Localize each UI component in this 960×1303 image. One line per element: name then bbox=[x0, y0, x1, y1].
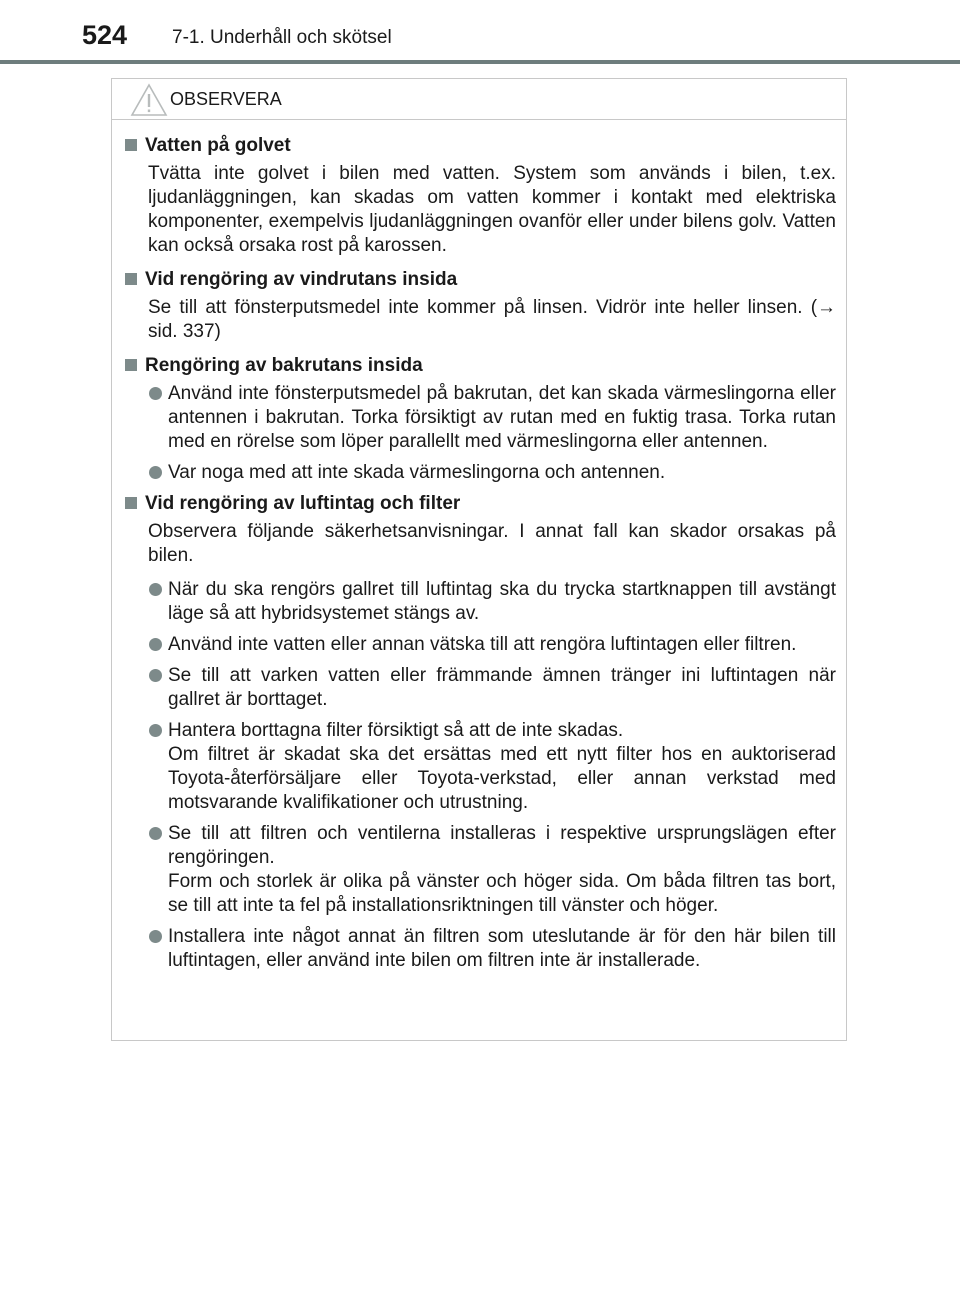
caution-header bbox=[112, 79, 846, 120]
list-item-text: Använd inte fönsterputsmedel på bakrutan, det kan skada värmeslingorna eller antennen i bakrutan. Torka försiktigt av rutan med en fuktig trasa. Torka rutan med en rörelse som löper parallellt med värmeslingorna eller antennen. bbox=[168, 383, 836, 452]
list-item-text: Var noga med att inte skada värmeslingorna och antennen. bbox=[168, 462, 666, 483]
caution-label: OBSERVERA bbox=[170, 89, 282, 109]
paragraph-text: Se till att fönsterputsmedel inte kommer på linsen. Vidrör inte heller linsen. bbox=[148, 297, 803, 318]
list-item bbox=[123, 382, 836, 454]
list-item-text: Använd inte vatten eller annan vätska till att rengöra luftintagen eller filtren. bbox=[168, 634, 797, 655]
list-item bbox=[123, 822, 836, 918]
section-heading bbox=[123, 354, 836, 378]
round-bullet-icon bbox=[149, 669, 162, 682]
list-item bbox=[123, 664, 836, 712]
warning-triangle-icon bbox=[130, 83, 168, 117]
round-bullet-icon bbox=[149, 638, 162, 651]
square-bullet-icon bbox=[125, 359, 137, 371]
section-title: 7-1. Underhåll och skötsel bbox=[172, 27, 392, 48]
paragraph-text: Tvätta inte golvet i bilen med vatten. bbox=[148, 163, 500, 184]
round-bullet-icon bbox=[149, 387, 162, 400]
paragraph-text: Observera följande säkerhetsanvisningar. I annat fall kan skador orsakas på bilen. bbox=[148, 521, 836, 566]
list-item bbox=[123, 578, 836, 626]
list-item bbox=[123, 925, 836, 973]
list-item-note: Om filtret är skadat ska det ersättas med ett nytt filter hos en auktoriserad Toyota-återförsäljare eller Toyota-verkstad, eller annan verkstad med motsvarande kvalifikationer och utrustning. bbox=[168, 744, 836, 813]
caution-box bbox=[111, 78, 847, 1041]
paragraph bbox=[123, 162, 836, 258]
paragraph bbox=[123, 296, 836, 344]
caution-body bbox=[112, 120, 846, 973]
square-bullet-icon bbox=[125, 273, 137, 285]
header-rule bbox=[0, 60, 960, 64]
page-reference: (→ sid. 337) bbox=[148, 297, 837, 342]
section-heading-text: Vid rengöring av vindrutans insida bbox=[145, 269, 458, 290]
list-item-text: Installera inte något annat än filtren som uteslutande är för den här bilen till luftintagen, eller använd inte bilen om filtren inte är installerade. bbox=[168, 926, 836, 971]
page-number: 524 bbox=[82, 20, 128, 50]
section-heading bbox=[123, 492, 836, 516]
list-item bbox=[123, 633, 836, 657]
section-heading-text: Vatten på golvet bbox=[145, 135, 291, 156]
section-heading-text: Rengöring av bakrutans insida bbox=[145, 355, 423, 376]
round-bullet-icon bbox=[149, 583, 162, 596]
list-item-note: Form och storlek är olika på vänster och höger sida. Om båda filtren tas bort, se till att inte ta fel på installationsriktningen till vänster och höger. bbox=[168, 871, 836, 916]
list-item-text: Se till att varken vatten eller främmande ämnen tränger ini luftintagen när gallret är borttaget. bbox=[168, 665, 836, 710]
list-item-text: Hantera borttagna filter försiktigt så att de inte skadas. bbox=[168, 720, 624, 741]
list-item bbox=[123, 719, 836, 815]
list-item bbox=[123, 461, 836, 485]
section-heading bbox=[123, 134, 836, 158]
list-item-text: Se till att filtren och ventilerna installeras i respektive ursprungslägen efter rengöringen. bbox=[168, 823, 836, 868]
round-bullet-icon bbox=[149, 466, 162, 479]
page-header bbox=[0, 0, 960, 64]
paragraph bbox=[123, 520, 836, 568]
paragraph-text: System som används i bilen, t.ex. ljudanläggningen, kan skadas om vatten kommer i kontakt med elektriska komponenter, exempelvis ljudanläggningen ovanför eller under bilens golv. Vatten kan också orsaka rost på karossen. bbox=[148, 163, 837, 256]
round-bullet-icon bbox=[149, 827, 162, 840]
list-item-text: När du ska rengörs gallret till luftintag ska du trycka startknappen till avstängt läge så att hybridsystemet stängs av. bbox=[168, 579, 836, 624]
square-bullet-icon bbox=[125, 139, 137, 151]
round-bullet-icon bbox=[149, 724, 162, 737]
section-heading bbox=[123, 268, 836, 292]
square-bullet-icon bbox=[125, 497, 137, 509]
section-heading-text: Vid rengöring av luftintag och filter bbox=[145, 493, 461, 514]
round-bullet-icon bbox=[149, 930, 162, 943]
